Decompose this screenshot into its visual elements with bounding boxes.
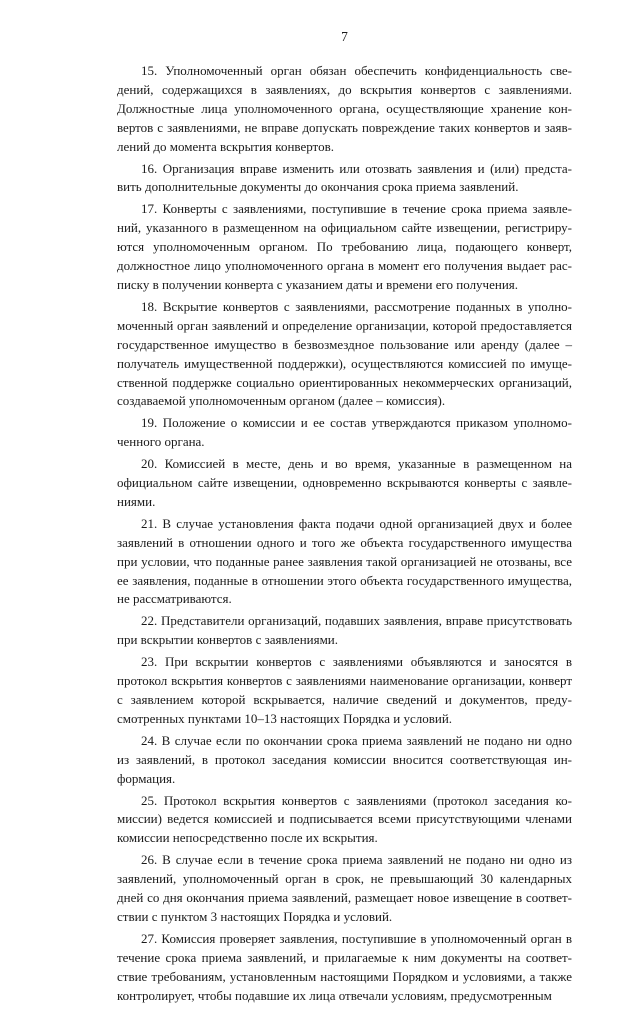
clause-15: 15. Уполномоченный орган обязан обеспечить конфиденциальность сведений, содержащихся в заявлениях, до вскрытия конвертов с заявлениями. Должностные лица уполномоченного органа, осуществляющие хранение конвертов с заявлениями, не вправе допускать повреждение таких конвертов и заявлений до момента вскрытия конвертов. xyxy=(117,63,572,154)
clause-27: 27. Комиссия проверяет заявления, поступившие в уполномоченный орган в течение срока приема заявлений, и прилагаемые к ним документы на соответствие требованиям, установленным настоящими Порядком и условиями, а также контролирует, чтобы подавшие их лица отвечали условиям, предусмотренным xyxy=(117,930,572,1003)
clause-19: 19. Положение о комиссии и ее состав утверждаются приказом уполномоченного органа. xyxy=(117,415,572,450)
clause-21: 21. В случае установления факта подачи одной организацией двух и более заявлений в отношении одного и того же объекта государственного имущества при условии, что поданные ранее заявления такой организацией не отозваны, все ее заявления, поданные в отношении этого объекта государственного имущества, не рассматриваются. xyxy=(117,515,572,607)
document-body xyxy=(117,62,572,1006)
clause-20: 20. Комиссией в месте, день и во время, указанные в размещенном на официальном сайте извещении, одновременно вскрываются конверты с заявлениями. xyxy=(117,456,572,509)
document-page xyxy=(117,28,572,1009)
clause-22: 22. Представители организаций, подавших заявления, вправе присутствовать при вскрытии конвертов с заявлениями. xyxy=(117,613,572,648)
clause-24: 24. В случае если по окончании срока приема заявлений не подано ни одно из заявлений, в протокол заседания комиссии вносится соответствующая информация. xyxy=(117,732,572,786)
clause-26: 26. В случае если в течение срока приема заявлений не подано ни одно из заявлений, уполномоченный орган в срок, не превышающий 30 календарных дней со дня окончания приема заявлений, размещает новое извещение в соответствии с пунктом 3 настоящих Порядка и условий. xyxy=(117,852,572,924)
clause-23: 23. При вскрытии конвертов с заявлениями объявляются и заносятся в протокол вскрытия конвертов с заявлениями наименование организации, конверт с заявлением которой вскрывается, наличие сведений и документов, предусмотренных пунктами 10–13 настоящих Порядка и условий. xyxy=(117,654,572,726)
clause-16: 16. Организация вправе изменить или отозвать заявления и (или) представить дополнительные документы до окончания срока приема заявлений. xyxy=(117,160,572,195)
page-number: 7 xyxy=(341,29,348,44)
clause-18: 18. Вскрытие конвертов с заявлениями, рассмотрение поданных в уполномоченный орган заявлений и определение организации, которой предоставляется государственное имущество в безвозмездное пользование или аренду (далее – получатель имущественной поддержки), осуществляются комиссией по имущественной поддержке социально ориентированных некоммерческих организаций, создаваемой уполномоченным органом (далее – комиссия). xyxy=(117,298,572,409)
clause-17: 17. Конверты с заявлениями, поступившие в течение срока приема заявлений, указанного в размещенном на официальном сайте извещении, регистрируются уполномоченным органом. По требованию лица, подающего конверт, должностное лицо уполномоченного органа в момент его получения выдает расписку в получении конверта с указанием даты и времени его получения. xyxy=(117,201,572,292)
clause-25: 25. Протокол вскрытия конвертов с заявлениями (протокол заседания комиссии) ведется комиссией и подписывается всеми присутствующими членами комиссии непосредственно после их вскрытия. xyxy=(117,792,572,846)
